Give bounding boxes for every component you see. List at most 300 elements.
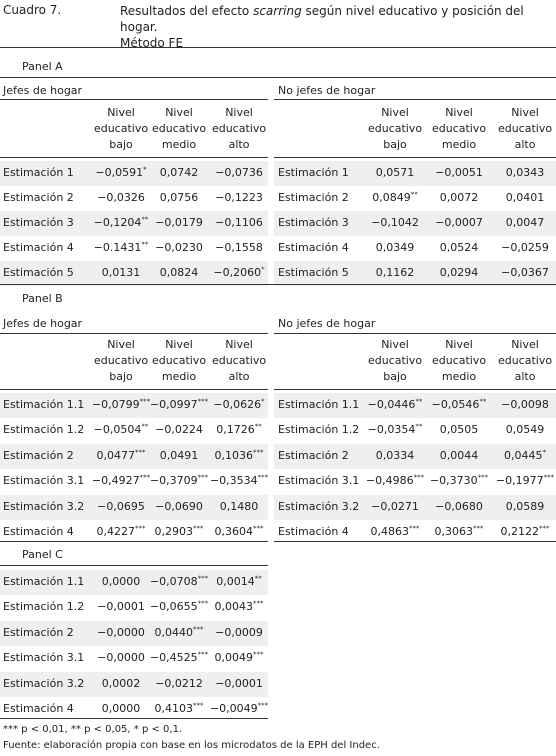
panel-b-left-row-label: Estimación 3.2 — [3, 499, 85, 513]
col-header-line: medio — [161, 370, 197, 383]
panel-a-left-cell — [206, 266, 272, 279]
cell-value: −0,1223 — [215, 191, 263, 204]
panel-b-left-col-header-3 — [210, 337, 268, 385]
table-title — [120, 3, 556, 51]
panel-a-right-cell — [360, 191, 430, 204]
panel-b-left-cell — [146, 398, 212, 411]
significance-marker: *** — [197, 599, 209, 608]
significance-marker: *** — [413, 473, 425, 482]
cell-value: 0,0049 — [214, 651, 253, 665]
cell-value: 0,1726 — [216, 423, 255, 437]
panel-a-left-row-label: Estimación 5 — [3, 266, 74, 279]
panel-b-right-cell — [424, 398, 494, 411]
significance-marker: ** — [479, 397, 487, 406]
panel-b-left-cell — [206, 398, 272, 411]
cell-value: 0,0756 — [159, 191, 199, 204]
panel-b-left-cell — [88, 398, 154, 411]
significance-marker: *** — [193, 701, 204, 710]
cell-value: −0,0446 — [367, 398, 416, 411]
panel-b-left-cell — [146, 525, 212, 538]
panel-a-left-cell — [206, 216, 272, 229]
cell-value: −0,0049 — [209, 702, 258, 715]
col-header-line: bajo — [109, 138, 133, 151]
panel-b-left-cell — [88, 500, 154, 513]
col-header-line: Nivel — [107, 338, 135, 351]
table-rule — [0, 157, 268, 158]
panel-b-left-cell — [88, 423, 154, 436]
panel-b-right-cell — [424, 525, 494, 538]
table-rule — [0, 47, 556, 48]
table-rule — [0, 718, 268, 719]
panel-a-left-col-header-1 — [92, 105, 150, 153]
col-header-line: educativo — [431, 122, 487, 135]
panel-a-right-col-header-2 — [428, 105, 490, 153]
col-header-line: Nivel — [165, 338, 193, 351]
panel-c-row-label: Estimación 4 — [3, 702, 74, 715]
table-rule — [0, 541, 268, 542]
col-header-line: Nivel — [381, 338, 409, 351]
cell-value: −0,4525 — [149, 651, 198, 665]
cell-value: 0,3604 — [214, 525, 253, 538]
panel-a-left-row-label: Estimación 1 — [3, 166, 74, 179]
panel-b-left-cell — [206, 525, 272, 538]
panel-a-right-cell — [424, 216, 494, 229]
cell-value: 0,0343 — [505, 166, 545, 179]
cell-value: 0,0000 — [101, 575, 141, 588]
panel-b-right-row-label: Estimación 1.2 — [278, 423, 360, 437]
panel-b-right-cell — [424, 474, 494, 487]
significance-marker: *** — [543, 473, 555, 482]
panel-c-cell — [88, 651, 154, 664]
cell-value: −0,3730 — [429, 474, 478, 488]
cell-value: 0,0294 — [439, 266, 479, 279]
col-header-line: educativo — [497, 122, 553, 135]
panel-b-right-cell — [490, 398, 556, 411]
cell-value: 0,0000 — [101, 702, 141, 715]
panel-a-right-cell — [490, 216, 556, 229]
panel-a-right-col-header-3 — [494, 105, 556, 153]
cell-value: 0,1162 — [375, 266, 415, 279]
cell-value: 0,0477 — [96, 448, 135, 462]
significance-marker: *** — [257, 701, 269, 710]
panel-b-title: Panel B — [22, 292, 63, 305]
significance-marker: *** — [253, 650, 264, 659]
panel-b-left-cell — [206, 449, 272, 462]
panel-b-right-col-header-1 — [364, 337, 426, 385]
panel-b-left-row-label: Estimación 4 — [3, 525, 74, 538]
col-header-line: Nivel — [511, 106, 539, 119]
cell-value: 0,0571 — [375, 166, 415, 179]
cell-value: −0,4986 — [365, 474, 414, 488]
panel-b-right-cell — [424, 500, 494, 513]
panel-b-left-col-header-1 — [92, 337, 150, 385]
cell-value: 0,0505 — [439, 423, 479, 437]
panel-a-right-cell — [424, 166, 494, 179]
panel-a-right-row-label: Estimación 1 — [278, 166, 349, 179]
panel-b-right-cell — [490, 474, 556, 487]
significance-marker: *** — [197, 473, 209, 482]
panel-a-left-cell — [88, 241, 154, 254]
panel-b-left-cell — [146, 500, 212, 513]
table-rule — [0, 565, 268, 566]
panel-a-right-cell — [424, 191, 494, 204]
panel-b-right-cell — [360, 500, 430, 513]
cell-value: −0,0695 — [97, 499, 145, 513]
panel-c-cell — [206, 702, 272, 715]
panel-b-left-cell — [146, 423, 212, 436]
col-header-line: Nivel — [445, 338, 473, 351]
table-rule — [274, 389, 556, 390]
col-header-line: Nivel — [165, 106, 193, 119]
panel-c-cell — [206, 626, 272, 639]
cell-value: −0,0504 — [93, 423, 142, 437]
cell-value: −0,0997 — [149, 398, 198, 411]
col-header-line: educativo — [367, 122, 423, 135]
cell-value: −0,0708 — [149, 575, 198, 588]
panel-b-right-title: No jefes de hogar — [278, 317, 376, 330]
significance-marker: ** — [415, 422, 423, 431]
panel-a-left-cell — [206, 166, 272, 179]
table-rule — [0, 333, 268, 334]
significance-marker: ** — [410, 190, 418, 199]
panel-a-right-cell — [490, 241, 556, 254]
panel-b-right-cell — [490, 500, 556, 513]
significance-marker: *** — [135, 524, 146, 533]
cell-value: −0,0000 — [97, 651, 145, 665]
cell-value: 0,0824 — [159, 266, 199, 279]
table-label: Cuadro 7. — [3, 3, 62, 17]
panel-b-left-cell — [146, 474, 212, 487]
significance-marker: ** — [254, 574, 262, 583]
cell-value: 0,0742 — [159, 166, 199, 179]
panel-c-cell — [146, 651, 212, 664]
panel-a-right-cell — [360, 266, 430, 279]
cell-value: 0,0589 — [505, 499, 545, 513]
panel-a-right-cell — [424, 266, 494, 279]
col-header-line: educativo — [211, 122, 267, 135]
cell-value: −0,1977 — [495, 474, 544, 488]
panel-b-right-row-label: Estimación 2 — [278, 448, 349, 462]
col-header-line: alto — [228, 138, 250, 151]
cell-value: −0,0680 — [435, 499, 483, 513]
table-rule — [274, 157, 556, 158]
cell-value: −0,0690 — [155, 499, 203, 513]
col-header-line: bajo — [383, 370, 407, 383]
panel-b-right-cell — [490, 449, 556, 462]
cell-value: 0,0491 — [159, 448, 199, 462]
cell-value: −0,1042 — [371, 216, 419, 229]
table-rule — [274, 333, 556, 334]
col-header-line: Nivel — [381, 106, 409, 119]
significance-marker: *** — [193, 625, 204, 634]
panel-a-title: Panel A — [22, 60, 63, 73]
significance-marker: *** — [409, 524, 420, 533]
cell-value: 0,0849 — [372, 191, 411, 204]
panel-b-right-col-header-3 — [494, 337, 556, 385]
significance-marker: *** — [473, 524, 484, 533]
cell-value: 0,0002 — [101, 676, 141, 690]
panel-a-left-row-label: Estimación 2 — [3, 191, 74, 204]
cell-value: −0.1431 — [93, 241, 142, 254]
panel-a-left-col-header-3 — [210, 105, 268, 153]
significance-marker: * — [143, 165, 147, 174]
panel-c-cell — [146, 702, 212, 715]
panel-c-cell — [146, 600, 212, 613]
panel-c-cell — [88, 600, 154, 613]
panel-b-right-row-label: Estimación 3.1 — [278, 474, 360, 488]
panel-b-right-cell — [360, 423, 430, 436]
panel-a-left-cell — [88, 266, 154, 279]
panel-c-row-label: Estimación 3.1 — [3, 651, 85, 665]
significance-marker: *** — [139, 473, 151, 482]
panel-c-row-label: Estimación 1.1 — [3, 575, 85, 588]
cell-value: −0,0212 — [155, 676, 203, 690]
panel-b-right-cell — [360, 449, 430, 462]
cell-value: 0,0440 — [154, 625, 193, 639]
cell-value: 0,4103 — [154, 702, 193, 715]
cell-value: −0,0001 — [215, 676, 263, 690]
col-header-line: educativo — [93, 122, 149, 135]
panel-a-left-cell — [146, 241, 212, 254]
panel-c-cell — [146, 575, 212, 588]
table-rule — [0, 389, 268, 390]
panel-a-right-row-label: Estimación 5 — [278, 266, 349, 279]
cell-value: 0,0044 — [439, 448, 479, 462]
significance-marker: * — [261, 265, 265, 274]
panel-a-right-cell — [490, 191, 556, 204]
panel-a-left-cell — [146, 166, 212, 179]
panel-a-right-cell — [360, 241, 430, 254]
col-header-line: medio — [441, 370, 477, 383]
cell-value: −0,3709 — [149, 474, 198, 488]
cell-value: 0,1480 — [219, 499, 259, 513]
panel-a-left-cell — [206, 241, 272, 254]
col-header-line: alto — [228, 370, 250, 383]
panel-a-right-cell — [360, 216, 430, 229]
cell-value: 0,0047 — [505, 216, 545, 229]
cell-value: −0,1106 — [215, 216, 263, 229]
panel-a-left-cell — [88, 216, 154, 229]
panel-a-left-cell — [206, 191, 272, 204]
significance-marker: ** — [141, 422, 149, 431]
panel-b-left-row-label: Estimación 1.1 — [3, 398, 85, 411]
col-header-line: educativo — [151, 122, 207, 135]
panel-b-right-cell — [360, 474, 430, 487]
cell-value: −0,0736 — [215, 166, 263, 179]
panel-b-left-row-label: Estimación 3.1 — [3, 474, 85, 488]
panel-b-right-row-label: Estimación 4 — [278, 525, 349, 538]
title-text-emphasis: scarring — [253, 4, 302, 18]
cell-value: 0,0014 — [216, 575, 255, 588]
panel-c-cell — [88, 575, 154, 588]
col-header-line: Nivel — [511, 338, 539, 351]
cell-value: 0,0043 — [214, 600, 253, 614]
panel-a-right-cell — [424, 241, 494, 254]
panel-a-left-cell — [88, 166, 154, 179]
panel-b-left-title: Jefes de hogar — [3, 317, 83, 330]
significance-marker: *** — [197, 397, 209, 406]
panel-b-left-cell — [206, 423, 272, 436]
panel-c-cell — [146, 626, 212, 639]
cell-value: −0,2060 — [213, 266, 262, 279]
significance-marker: ** — [254, 422, 262, 431]
significance-marker: ** — [415, 397, 423, 406]
cell-value: −0,0230 — [155, 241, 203, 254]
col-header-line: educativo — [367, 354, 423, 367]
cell-value: 0,0549 — [505, 423, 545, 437]
cell-value: −0,0179 — [155, 216, 203, 229]
cell-value: 0,2903 — [154, 525, 193, 538]
panel-b-left-cell — [146, 449, 212, 462]
panel-a-left-col-header-2 — [150, 105, 208, 153]
panel-a-left-cell — [146, 191, 212, 204]
col-header-line: educativo — [151, 354, 207, 367]
significance-marker: ** — [141, 215, 149, 224]
cell-value: −0,0098 — [501, 398, 549, 411]
panel-b-right-cell — [424, 423, 494, 436]
panel-a-left-title: Jefes de hogar — [3, 84, 83, 97]
cell-value: −0,0001 — [97, 600, 145, 614]
panel-a-left-cell — [88, 191, 154, 204]
cell-value: 0,0445 — [504, 448, 543, 462]
panel-a-right-col-header-1 — [364, 105, 426, 153]
cell-value: 0,4227 — [96, 525, 135, 538]
panel-b-right-col-header-2 — [428, 337, 490, 385]
panel-a-left-row-label: Estimación 3 — [3, 216, 74, 229]
col-header-line: alto — [514, 138, 536, 151]
panel-c-cell — [146, 677, 212, 690]
cell-value: −0,0626 — [213, 398, 262, 411]
panel-b-left-cell — [206, 500, 272, 513]
col-header-line: educativo — [93, 354, 149, 367]
panel-b-left-cell — [88, 474, 154, 487]
method-subtitle: Método FE — [120, 36, 184, 50]
cell-value: −0,0007 — [435, 216, 483, 229]
significance-marker: * — [261, 397, 265, 406]
cell-value: −0,0000 — [97, 625, 145, 639]
significance-marker: *** — [253, 448, 264, 457]
significance-marker: *** — [197, 574, 209, 583]
panel-b-right-cell — [490, 423, 556, 436]
panel-c-row-label: Estimación 3.2 — [3, 676, 85, 690]
col-header-line: bajo — [383, 138, 407, 151]
significance-marker: *** — [257, 473, 269, 482]
panel-b-right-cell — [360, 525, 430, 538]
panel-b-right-row-label: Estimación 3.2 — [278, 499, 360, 513]
significance-marker: ** — [141, 240, 149, 249]
col-header-line: Nivel — [107, 106, 135, 119]
cell-value: −0,0009 — [215, 625, 263, 639]
col-header-line: medio — [161, 138, 197, 151]
panel-a-left-cell — [146, 266, 212, 279]
cell-value: −0,0354 — [367, 423, 416, 437]
cell-value: 0,2122 — [500, 525, 539, 538]
significance-marker: *** — [477, 473, 489, 482]
title-text-pre: Resultados del efecto — [120, 4, 254, 18]
panel-a-right-cell — [490, 166, 556, 179]
table-rule — [0, 284, 556, 285]
cell-value: 0,1036 — [214, 448, 253, 462]
significance-marker: * — [542, 448, 546, 457]
significance-marker: *** — [253, 599, 264, 608]
cell-value: 0,0349 — [375, 241, 415, 254]
cell-value: 0,0131 — [101, 266, 141, 279]
table-rule — [274, 99, 556, 100]
panel-c-cell — [206, 651, 272, 664]
panel-a-left-row-label: Estimación 4 — [3, 241, 74, 254]
significance-marker: *** — [197, 650, 209, 659]
table-rule — [0, 99, 268, 100]
cell-value: 0,0072 — [439, 191, 479, 204]
col-header-line: bajo — [109, 370, 133, 383]
significance-footnote: *** p < 0,01, ** p < 0,05, * p < 0,1. — [3, 724, 183, 735]
cell-value: −0,0271 — [371, 499, 419, 513]
cell-value: −0,0367 — [501, 266, 549, 279]
panel-b-left-cell — [206, 474, 272, 487]
panel-c-cell — [88, 677, 154, 690]
panel-c-cell — [88, 702, 154, 715]
panel-a-right-row-label: Estimación 3 — [278, 216, 349, 229]
cell-value: −0,1204 — [93, 216, 142, 229]
panel-b-left-row-label: Estimación 1.2 — [3, 423, 85, 437]
panel-c-row-label: Estimación 2 — [3, 625, 74, 639]
cell-value: 0,4863 — [370, 525, 409, 538]
panel-a-right-cell — [360, 166, 430, 179]
panel-b-right-row-label: Estimación 1.1 — [278, 398, 360, 411]
cell-value: −0,0259 — [501, 241, 549, 254]
panel-c-cell — [206, 575, 272, 588]
panel-b-left-cell — [88, 449, 154, 462]
cell-value: −0,0799 — [91, 398, 140, 411]
cell-value: −0,3534 — [209, 474, 258, 488]
col-header-line: alto — [514, 370, 536, 383]
panel-a-left-cell — [146, 216, 212, 229]
col-header-line: Nivel — [445, 106, 473, 119]
significance-marker: *** — [253, 524, 264, 533]
cell-value: −0,4927 — [91, 474, 140, 488]
significance-marker: *** — [139, 397, 151, 406]
col-header-line: educativo — [431, 354, 487, 367]
cell-value: −0,0326 — [97, 191, 145, 204]
cell-value: 0,0401 — [505, 191, 545, 204]
panel-b-right-cell — [424, 449, 494, 462]
col-header-line: educativo — [497, 354, 553, 367]
cell-value: 0,0334 — [375, 448, 415, 462]
table-rule — [274, 541, 556, 542]
panel-a-right-row-label: Estimación 2 — [278, 191, 349, 204]
panel-c-row-label: Estimación 1.2 — [3, 600, 85, 614]
panel-a-right-row-label: Estimación 4 — [278, 241, 349, 254]
cell-value: −0,0546 — [431, 398, 480, 411]
col-header-line: medio — [441, 138, 477, 151]
cell-value: 0,0524 — [439, 241, 479, 254]
significance-marker: *** — [193, 524, 204, 533]
panel-a-right-cell — [490, 266, 556, 279]
cell-value: −0,1558 — [215, 241, 263, 254]
panel-c-cell — [206, 600, 272, 613]
cell-value: −0,0591 — [95, 166, 144, 179]
significance-marker: *** — [539, 524, 550, 533]
title-text-post: según nivel educativo y posición del hogar. — [120, 4, 524, 34]
col-header-line: educativo — [211, 354, 267, 367]
panel-c-cell — [206, 677, 272, 690]
panel-b-left-cell — [88, 525, 154, 538]
cell-value: −0,0224 — [155, 423, 203, 437]
panel-c-cell — [88, 626, 154, 639]
cell-value: 0,3063 — [434, 525, 473, 538]
panel-b-right-cell — [360, 398, 430, 411]
source-footnote: Fuente: elaboración propia con base en los microdatos de la EPH del Indec. — [3, 740, 380, 751]
